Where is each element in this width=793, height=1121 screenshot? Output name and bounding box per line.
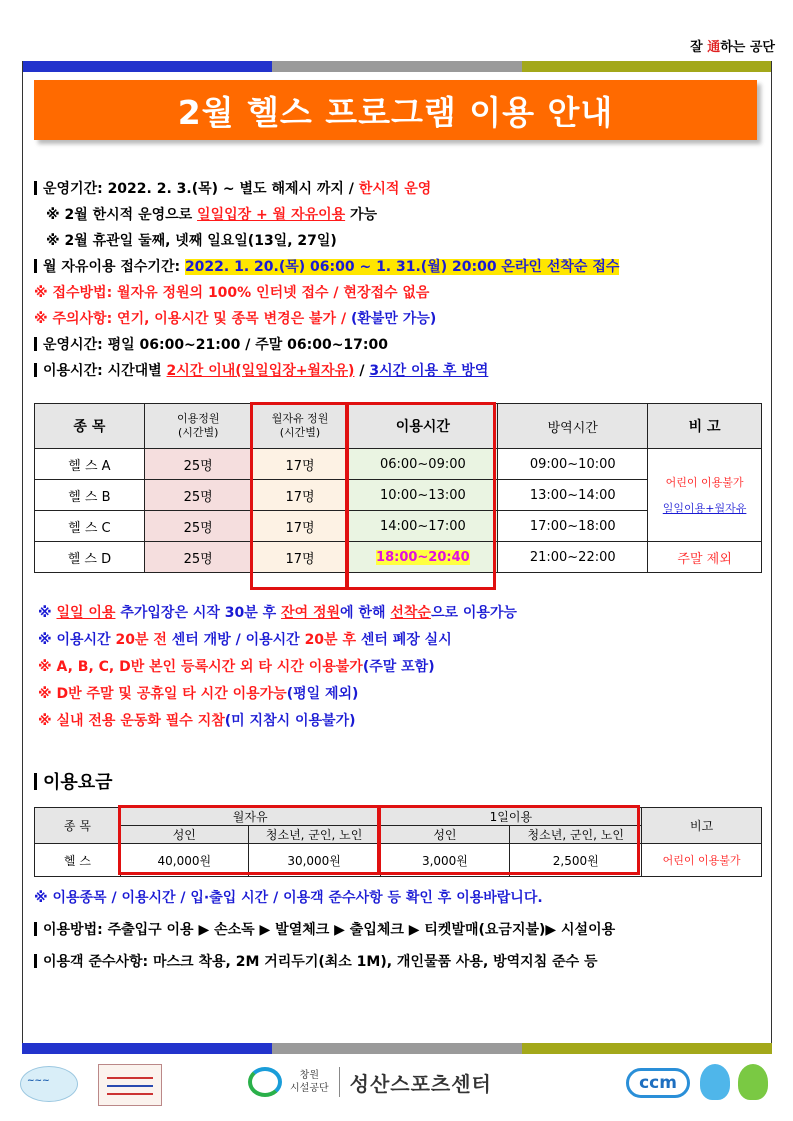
header-monthly-capacity: 월자유 정원 (시간별) [252,404,348,449]
header-usage-time: 이용시간 [348,404,498,449]
usage-time-highlight [346,402,496,590]
row-capacity: 25명 [144,542,252,573]
monthly-capacity-highlight [250,402,348,590]
fee-monthly-adult: 40,000원 [120,844,248,877]
fee-header-remark: 비고 [642,808,762,844]
note-open-close: ※ 이용시간 20분 전 센터 개방 / 이용시간 20분 후 센터 폐장 실시 [38,632,452,648]
info-caution: ※ 주의사항: 연기, 이용시간 및 종목 변경은 불가 / (환불만 가능) [34,311,437,327]
info-hours: 운영시간: 평일 06:00~21:00 / 주말 06:00~17:00 [34,332,764,358]
note-d-weekend: ※ D반 주말 및 공휴일 타 시간 이용가능(평일 제외) [38,686,359,702]
fee-daily-youth: 2,500원 [510,844,642,877]
row-name: 헬 스 C [35,511,145,542]
header-capacity: 이용정원 (시간별) [144,404,252,449]
fee-row-name: 헬 스 [35,844,121,877]
row-name: 헬 스 B [35,480,145,511]
fee-header-adult: 성인 [120,826,248,844]
row-usage-time: 06:00~09:00 [348,449,498,480]
row-monthly-capacity: 17명 [252,511,348,542]
header-item: 종 목 [35,404,145,449]
row-name: 헬 스 D [35,542,145,573]
org-name: 창원 시설공단 [290,1070,329,1094]
fee-remark: 어린이 이용불가 [642,844,762,877]
page-title: 2월 헬스 프로그램 이용 안내 [34,80,757,140]
row-disinfection-time: 09:00~10:00 [498,449,648,480]
note-shoes: ※ 실내 전용 운동화 필수 지참(미 지참시 이용불가) [38,713,356,729]
row-usage-time: 10:00~13:00 [348,480,498,511]
row-capacity: 25명 [144,480,252,511]
bottom-color-bar [22,1043,772,1054]
info-method: ※ 접수방법: 월자유 정원의 100% 인터넷 접수 / 현장접수 없음 [34,285,430,301]
bottom-confirm-note: ※ 이용종목 / 이용시간 / 입·출입 시간 / 이용객 준수사항 등 확인 후 이용바랍니다. [34,890,543,906]
note-abc: ※ A, B, C, D반 본인 등록시간 외 타 시간 이용불가(주말 포함) [38,659,435,675]
row-capacity: 25명 [144,449,252,480]
fee-header-daily: 1일이용 [380,808,642,826]
header-disinfection-time: 방역시간 [498,404,648,449]
corporation-logo-icon [248,1067,282,1097]
row-disinfection-time: 21:00~22:00 [498,542,648,573]
info-section [34,176,764,384]
bottom-usage-method: 이용방법: 주출입구 이용 ▶ 손소독 ▶ 발열체크 ▶ 출입체크 ▶ 티켓발매(요금지불)▶ 시설이용 [34,914,774,946]
fee-header-adult: 성인 [380,826,510,844]
info-holiday: ※ 2월 휴관일 둘째, 넷째 일요일(13일, 27일) [46,233,337,249]
row-monthly-capacity: 17명 [252,480,348,511]
row-remark-group: 어린이 이용불가 일일이용+월자유 [648,449,762,542]
header-remark: 비 고 [648,404,762,449]
center-name: 성산스포츠센터 [349,1071,492,1096]
fee-section-title: 이용요금 [34,768,113,794]
info-period: 운영기간: 2022. 2. 3.(목) ~ 별도 해제시 까지 / 한시적 운영 [34,176,764,202]
row-capacity: 25명 [144,511,252,542]
info-usage-time: 이용시간: 시간대별 2시간 이내(일일입장+월자유) / 3시간 이용 후 방역 [34,358,764,384]
mascot-blue-icon [700,1064,730,1100]
center-logo [248,1062,492,1102]
bottom-rules: 이용객 준수사항: 마스크 착용, 2M 거리두기(최소 1M), 개인물품 사용, 방역지침 준수 등 [34,946,774,978]
row-name: 헬 스 A [35,449,145,480]
monthly-fee-highlight [118,805,380,875]
row-disinfection-time: 17:00~18:00 [498,511,648,542]
slogan: 잘 通하는 공단 [690,40,775,55]
fee-header-youth: 청소년, 군인, 노인 [510,826,642,844]
note-daily: ※ 일일 이용 추가입장은 시작 30분 후 잔여 정원에 한해 선착순으로 이용가능 [38,605,517,621]
info-feb-note: ※ 2월 한시적 운영으로 일일입장 + 월 자유이용 가능 [46,207,378,223]
fee-header-item: 종 목 [35,808,121,844]
city-slogan-logo-icon: ~~~ [20,1066,78,1102]
footer [0,1060,793,1110]
row-remark-d: 주말 제외 [648,542,762,573]
notes-section [38,600,768,735]
daily-fee-highlight [378,805,640,875]
fee-monthly-youth: 30,000원 [248,844,380,877]
row-monthly-capacity: 17명 [252,449,348,480]
fee-header-monthly: 월자유 [120,808,380,826]
certificate-logo-icon [98,1064,162,1106]
ccm-logo-icon: ccm [626,1068,690,1098]
fee-daily-adult: 3,000원 [380,844,510,877]
bottom-section [34,882,774,978]
row-usage-time: 14:00~17:00 [348,511,498,542]
row-usage-time: 18:00~20:40 [348,542,498,573]
row-disinfection-time: 13:00~14:00 [498,480,648,511]
info-reception: 월 자유이용 접수기간: 2022. 1. 20.(목) 06:00 ~ 1. 31.(월) 20:00 온라인 선착순 접수 [34,254,764,280]
fee-header-youth: 청소년, 군인, 노인 [248,826,380,844]
row-monthly-capacity: 17명 [252,542,348,573]
mascot-green-icon [738,1064,768,1100]
